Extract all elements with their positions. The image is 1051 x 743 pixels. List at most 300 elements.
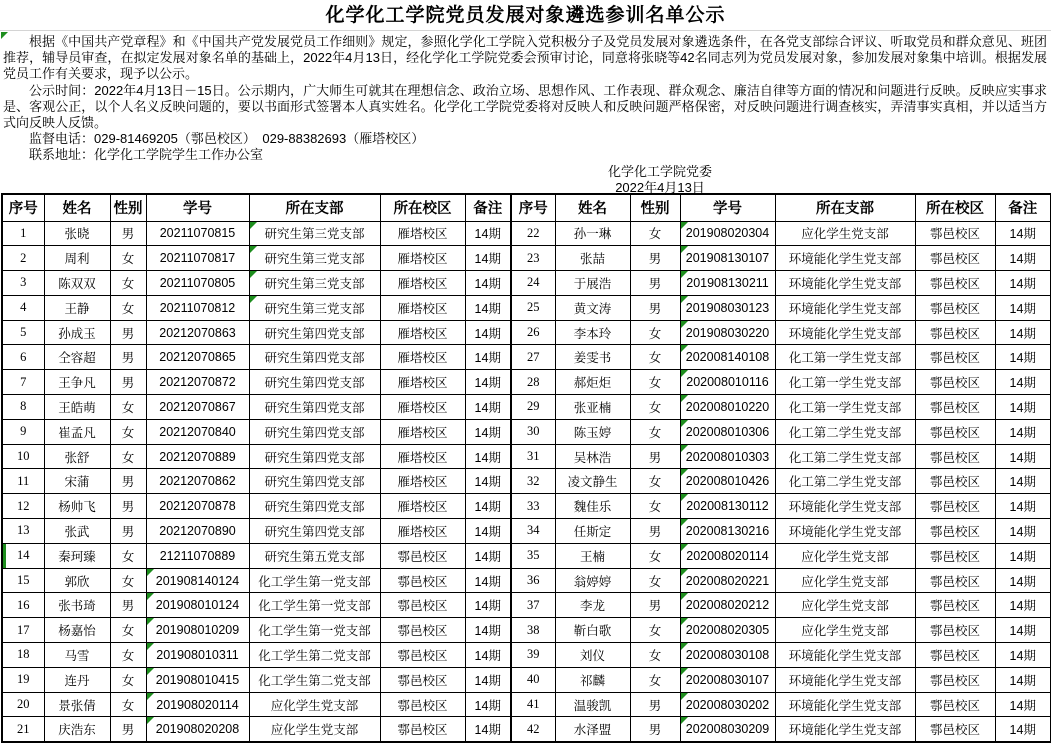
cell-name: 靳白歌	[555, 618, 630, 643]
cell-branch: 化工学生第二党支部	[249, 667, 380, 692]
cell-sid: 201908130211	[680, 271, 775, 296]
cell-no: 25	[511, 295, 555, 320]
cell-branch: 研究生第四党支部	[249, 419, 380, 444]
col-header-name-right: 姓名	[555, 194, 630, 221]
cell-sid: 202008030107	[680, 667, 775, 692]
cell-note: 14期	[465, 295, 511, 320]
cell-no: 27	[511, 345, 555, 370]
cell-no: 19	[2, 667, 44, 692]
cell-campus: 雁塔校区	[380, 469, 465, 494]
cell-sid: 201908020304	[680, 221, 775, 246]
cell-gender: 男	[110, 221, 146, 246]
cell-no: 14	[2, 543, 44, 568]
cell-sid: 202008020114	[680, 543, 775, 568]
cell-no: 31	[511, 444, 555, 469]
cell-note: 14期	[465, 494, 511, 519]
cell-name: 王争凡	[44, 370, 110, 395]
cell-campus: 鄠邑校区	[915, 543, 995, 568]
cell-name: 张喆	[555, 246, 630, 271]
cell-name: 祁麟	[555, 667, 630, 692]
cell-sid: 201908010311	[146, 643, 249, 668]
cell-gender: 女	[630, 643, 680, 668]
cell-sid: 20212070872	[146, 370, 249, 395]
cell-name: 秦珂臻	[44, 543, 110, 568]
cell-note: 14期	[465, 419, 511, 444]
cell-branch: 应化学生党支部	[249, 717, 380, 742]
table-row	[2, 692, 1051, 717]
cell-sid: 20211070817	[146, 246, 249, 271]
cell-gender: 女	[630, 370, 680, 395]
cell-note: 14期	[465, 444, 511, 469]
cell-name: 仝容超	[44, 345, 110, 370]
cell-name: 翁婷婷	[555, 568, 630, 593]
cell-campus: 雁塔校区	[380, 519, 465, 544]
cell-gender: 女	[630, 320, 680, 345]
table-row	[2, 320, 1051, 345]
table-row	[2, 246, 1051, 271]
cell-branch: 环境能化学生党支部	[775, 692, 915, 717]
col-header-branch-right: 所在支部	[775, 194, 915, 221]
table-row	[2, 667, 1051, 692]
col-header-name-left: 姓名	[44, 194, 110, 221]
cell-branch: 研究生第四党支部	[249, 444, 380, 469]
cell-campus: 鄠邑校区	[380, 692, 465, 717]
cell-campus: 鄠邑校区	[915, 692, 995, 717]
cell-branch: 化工第二学生党支部	[775, 419, 915, 444]
cell-campus: 鄠邑校区	[915, 444, 995, 469]
cell-no: 9	[2, 419, 44, 444]
cell-branch: 化工学生第一党支部	[249, 568, 380, 593]
cell-campus: 鄠邑校区	[915, 345, 995, 370]
cell-campus: 雁塔校区	[380, 444, 465, 469]
cell-no: 22	[511, 221, 555, 246]
cell-note: 14期	[995, 667, 1051, 692]
cell-sid: 20211070812	[146, 295, 249, 320]
cell-branch: 化工第二学生党支部	[775, 444, 915, 469]
roster-body	[2, 221, 1051, 742]
cell-campus: 鄠邑校区	[380, 618, 465, 643]
cell-sid: 202008020305	[680, 618, 775, 643]
cell-branch: 化工学生第一党支部	[249, 618, 380, 643]
cell-name: 李龙	[555, 593, 630, 618]
cell-branch: 应化学生党支部	[775, 568, 915, 593]
cell-gender: 女	[630, 395, 680, 420]
cell-campus: 雁塔校区	[380, 419, 465, 444]
cell-gender: 男	[630, 593, 680, 618]
cell-gender: 女	[630, 543, 680, 568]
cell-gender: 女	[110, 543, 146, 568]
cell-note: 14期	[995, 568, 1051, 593]
cell-note: 14期	[995, 593, 1051, 618]
cell-name: 魏佳乐	[555, 494, 630, 519]
cell-name: 王皓萌	[44, 395, 110, 420]
cell-no: 6	[2, 345, 44, 370]
cell-no: 40	[511, 667, 555, 692]
cell-gender: 女	[630, 667, 680, 692]
cell-name: 凌文静生	[555, 469, 630, 494]
cell-gender: 男	[630, 519, 680, 544]
cell-note: 14期	[465, 568, 511, 593]
table-row	[2, 618, 1051, 643]
cell-name: 杨帅飞	[44, 494, 110, 519]
table-row	[2, 469, 1051, 494]
cell-note: 14期	[995, 221, 1051, 246]
cell-campus: 鄠邑校区	[915, 395, 995, 420]
cell-branch: 应化学生党支部	[249, 692, 380, 717]
signature-org: 化学化工学院党委	[607, 163, 712, 179]
cell-note: 14期	[995, 543, 1051, 568]
cell-no: 38	[511, 618, 555, 643]
cell-sid: 20212070865	[146, 345, 249, 370]
table-row	[2, 295, 1051, 320]
cell-gender: 女	[630, 618, 680, 643]
cell-no: 4	[2, 295, 44, 320]
cell-campus: 鄠邑校区	[915, 717, 995, 742]
cell-no: 28	[511, 370, 555, 395]
cell-branch: 环境能化学生党支部	[775, 643, 915, 668]
col-header-campus-right: 所在校区	[915, 194, 995, 221]
col-header-sid-left: 学号	[146, 194, 249, 221]
cell-note: 14期	[465, 345, 511, 370]
table-row	[2, 717, 1051, 742]
cell-campus: 鄠邑校区	[915, 618, 995, 643]
cell-no: 39	[511, 643, 555, 668]
notice-paragraph-basis: 根据《中国共产党章程》和《中国共产党发展党员工作细则》规定，参照化学化工学院入党积极分子及党员发展对象遴选条件，在各党支部综合评议、听取党员和群众意见、班团推荐，辅导员审查，在拟定发展对象名单的基础上，2022年4月13日，经化学化工学院党委会预审讨论，同意将张晓等42名同志列为党员发展对象，参加发展对象集中培训。根据发展党员工作有关要求，现予以公示。	[3, 34, 1047, 82]
cell-note: 14期	[995, 643, 1051, 668]
cell-gender: 女	[630, 469, 680, 494]
cell-no: 36	[511, 568, 555, 593]
cell-sid: 20212070863	[146, 320, 249, 345]
cell-sid: 202008030209	[680, 717, 775, 742]
cell-branch: 化工第一学生党支部	[775, 345, 915, 370]
cell-sid: 202008010306	[680, 419, 775, 444]
cell-sid: 202008010220	[680, 395, 775, 420]
cell-branch: 研究生第五党支部	[249, 543, 380, 568]
table-row	[2, 345, 1051, 370]
cell-campus: 鄠邑校区	[915, 419, 995, 444]
cell-no: 21	[2, 717, 44, 742]
notice-body	[0, 30, 1051, 193]
cell-note: 14期	[995, 246, 1051, 271]
cell-no: 10	[2, 444, 44, 469]
cell-name: 孙成玉	[44, 320, 110, 345]
cell-name: 张武	[44, 519, 110, 544]
cell-name: 张亚楠	[555, 395, 630, 420]
cell-sid: 20212070840	[146, 419, 249, 444]
cell-name: 郭欣	[44, 568, 110, 593]
cell-campus: 鄠邑校区	[915, 271, 995, 296]
cell-gender: 女	[110, 667, 146, 692]
cell-note: 14期	[995, 370, 1051, 395]
cell-note: 14期	[465, 543, 511, 568]
cell-branch: 研究生第四党支部	[249, 519, 380, 544]
cell-no: 29	[511, 395, 555, 420]
cell-sid: 201908020114	[146, 692, 249, 717]
cell-campus: 鄠邑校区	[915, 370, 995, 395]
cell-no: 33	[511, 494, 555, 519]
cell-sid: 202008130112	[680, 494, 775, 519]
cell-no: 16	[2, 593, 44, 618]
cell-branch: 研究生第四党支部	[249, 395, 380, 420]
cell-gender: 男	[110, 469, 146, 494]
cell-sid: 20211070805	[146, 271, 249, 296]
cell-note: 14期	[995, 320, 1051, 345]
notice-paragraph-period: 公示时间：2022年4月13日－15日。公示期内，广大师生可就其在理想信念、政治立场、思想作风、工作表现、群众观念、廉洁自律等方面的情况和问题进行反映。反映应实事求是、客观公正，以个人名义反映问题的，要以书面形式签署本人真实姓名。化学化工学院党委将对反映人和反映问题严格保密，对反映问题进行调查核实，弄清事实真相，并以适当方式向反映人反馈。	[3, 82, 1047, 131]
cell-note: 14期	[995, 419, 1051, 444]
cell-campus: 雁塔校区	[380, 271, 465, 296]
contact-address-line: 联系地址：化学化工学院学生工作办公室	[29, 147, 264, 163]
cell-campus: 鄠邑校区	[915, 221, 995, 246]
cell-note: 14期	[465, 271, 511, 296]
cell-no: 1	[2, 221, 44, 246]
cell-name: 张书琦	[44, 593, 110, 618]
cell-no: 24	[511, 271, 555, 296]
cell-branch: 应化学生党支部	[775, 543, 915, 568]
cell-note: 14期	[995, 494, 1051, 519]
cell-gender: 女	[110, 271, 146, 296]
cell-sid: 20212070890	[146, 519, 249, 544]
cell-campus: 雁塔校区	[380, 295, 465, 320]
cell-name: 王楠	[555, 543, 630, 568]
cell-sid: 201908010209	[146, 618, 249, 643]
table-row	[2, 370, 1051, 395]
cell-gender: 女	[630, 345, 680, 370]
cell-no: 3	[2, 271, 44, 296]
cell-name: 王静	[44, 295, 110, 320]
cell-note: 14期	[995, 271, 1051, 296]
cell-gender: 女	[110, 618, 146, 643]
cell-note: 14期	[465, 519, 511, 544]
cell-name: 刘仪	[555, 643, 630, 668]
cell-name: 于展浩	[555, 271, 630, 296]
page-title: 化学化工学院党员发展对象遴选参训名单公示	[325, 5, 726, 26]
cell-note: 14期	[995, 692, 1051, 717]
cell-note: 14期	[465, 593, 511, 618]
cell-note: 14期	[465, 395, 511, 420]
cell-branch: 研究生第三党支部	[249, 246, 380, 271]
cell-name: 周利	[44, 246, 110, 271]
cell-sid: 202008030202	[680, 692, 775, 717]
cell-gender: 男	[630, 692, 680, 717]
signature-block	[545, 164, 775, 196]
cell-gender: 男	[110, 717, 146, 742]
cell-gender: 女	[630, 221, 680, 246]
cell-campus: 雁塔校区	[380, 494, 465, 519]
cell-sid: 20212070862	[146, 469, 249, 494]
cell-campus: 鄠邑校区	[915, 568, 995, 593]
table-row	[2, 271, 1051, 296]
cell-note: 14期	[995, 618, 1051, 643]
cell-name: 马雪	[44, 643, 110, 668]
cell-sid: 20212070889	[146, 444, 249, 469]
cell-campus: 雁塔校区	[380, 395, 465, 420]
cell-branch: 研究生第四党支部	[249, 370, 380, 395]
cell-note: 14期	[995, 717, 1051, 742]
cell-branch: 环境能化学生党支部	[775, 667, 915, 692]
cell-campus: 鄠邑校区	[915, 494, 995, 519]
cell-gender: 男	[110, 320, 146, 345]
cell-campus: 雁塔校区	[380, 345, 465, 370]
cell-note: 14期	[465, 618, 511, 643]
cell-sid: 21211070889	[146, 543, 249, 568]
cell-sid: 201908020208	[146, 717, 249, 742]
cell-no: 37	[511, 593, 555, 618]
cell-gender: 女	[110, 692, 146, 717]
col-header-branch-left: 所在支部	[249, 194, 380, 221]
col-header-no-right: 序号	[511, 194, 555, 221]
cell-branch: 应化学生党支部	[775, 593, 915, 618]
cell-name: 景张倩	[44, 692, 110, 717]
cell-gender: 女	[630, 568, 680, 593]
table-row	[2, 519, 1051, 544]
table-row	[2, 395, 1051, 420]
cell-branch: 应化学生党支部	[775, 618, 915, 643]
cell-name: 任斯定	[555, 519, 630, 544]
cell-no: 30	[511, 419, 555, 444]
cell-branch: 研究生第三党支部	[249, 271, 380, 296]
cell-note: 14期	[465, 370, 511, 395]
cell-campus: 鄠邑校区	[380, 593, 465, 618]
cell-name: 张晓	[44, 221, 110, 246]
cell-note: 14期	[465, 692, 511, 717]
cell-no: 2	[2, 246, 44, 271]
cell-branch: 环境能化学生党支部	[775, 271, 915, 296]
cell-branch: 化工学生第一党支部	[249, 593, 380, 618]
cell-gender: 男	[630, 295, 680, 320]
cell-branch: 研究生第四党支部	[249, 320, 380, 345]
cell-branch: 研究生第四党支部	[249, 469, 380, 494]
cell-branch: 应化学生党支部	[775, 221, 915, 246]
cell-note: 14期	[465, 320, 511, 345]
col-header-note-left: 备注	[465, 194, 511, 221]
cell-gender: 女	[110, 568, 146, 593]
cell-sid: 201908010415	[146, 667, 249, 692]
cell-branch: 化工第一学生党支部	[775, 395, 915, 420]
cell-branch: 环境能化学生党支部	[775, 717, 915, 742]
table-row	[2, 643, 1051, 668]
cell-campus: 鄠邑校区	[915, 469, 995, 494]
cell-name: 黄文涛	[555, 295, 630, 320]
cell-name: 温骏凯	[555, 692, 630, 717]
cell-sid: 201908130107	[680, 246, 775, 271]
cell-note: 14期	[995, 519, 1051, 544]
cell-no: 35	[511, 543, 555, 568]
cell-sid: 202008010426	[680, 469, 775, 494]
cell-branch: 环境能化学生党支部	[775, 320, 915, 345]
cell-sid: 202008020212	[680, 593, 775, 618]
cell-sid: 201908030220	[680, 320, 775, 345]
cell-name: 庆浩东	[44, 717, 110, 742]
signature-date: 2022年4月13日	[615, 179, 705, 195]
cell-gender: 女	[110, 395, 146, 420]
cell-branch: 研究生第三党支部	[249, 221, 380, 246]
cell-sid: 202008030108	[680, 643, 775, 668]
cell-campus: 鄠邑校区	[380, 643, 465, 668]
col-header-campus-left: 所在校区	[380, 194, 465, 221]
cell-name: 张舒	[44, 444, 110, 469]
cell-gender: 男	[630, 717, 680, 742]
cell-note: 14期	[465, 246, 511, 271]
cell-branch: 化工第二学生党支部	[775, 469, 915, 494]
cell-gender: 男	[110, 593, 146, 618]
cell-gender: 男	[110, 345, 146, 370]
cell-sid: 20211070815	[146, 221, 249, 246]
cell-no: 13	[2, 519, 44, 544]
cell-note: 14期	[465, 717, 511, 742]
cell-gender: 女	[110, 295, 146, 320]
cell-name: 杨嘉怡	[44, 618, 110, 643]
cell-name: 郝炬炬	[555, 370, 630, 395]
col-header-no-left: 序号	[2, 194, 44, 221]
cell-no: 41	[511, 692, 555, 717]
cell-gender: 女	[110, 246, 146, 271]
cell-name: 崔孟凡	[44, 419, 110, 444]
cell-sid: 201908010124	[146, 593, 249, 618]
cell-no: 17	[2, 618, 44, 643]
cell-campus: 鄠邑校区	[915, 643, 995, 668]
cell-no: 42	[511, 717, 555, 742]
cell-campus: 鄠邑校区	[915, 246, 995, 271]
cell-note: 14期	[465, 221, 511, 246]
cell-note: 14期	[995, 345, 1051, 370]
cell-note: 14期	[465, 667, 511, 692]
cell-branch: 研究生第四党支部	[249, 345, 380, 370]
cell-name: 陈双双	[44, 271, 110, 296]
cell-campus: 鄠邑校区	[380, 568, 465, 593]
cell-sid: 202008130216	[680, 519, 775, 544]
cell-campus: 鄠邑校区	[915, 593, 995, 618]
cell-note: 14期	[995, 395, 1051, 420]
roster-header	[2, 194, 1051, 221]
cell-no: 20	[2, 692, 44, 717]
cell-no: 34	[511, 519, 555, 544]
cell-gender: 男	[630, 271, 680, 296]
cell-note: 14期	[995, 444, 1051, 469]
table-row	[2, 419, 1051, 444]
cell-campus: 鄠邑校区	[915, 320, 995, 345]
header-row	[2, 194, 1051, 221]
cell-branch: 化工学生第二党支部	[249, 643, 380, 668]
table-row	[2, 444, 1051, 469]
cell-no: 23	[511, 246, 555, 271]
cell-gender: 女	[110, 643, 146, 668]
supervision-phone-line: 监督电话：029-81469205（鄠邑校区） 029-88382693（雁塔校区）	[29, 131, 425, 147]
cell-no: 12	[2, 494, 44, 519]
cell-note: 14期	[995, 295, 1051, 320]
cell-campus: 鄠邑校区	[380, 667, 465, 692]
col-header-sid-right: 学号	[680, 194, 775, 221]
table-row	[2, 543, 1051, 568]
cell-no: 5	[2, 320, 44, 345]
cell-name: 吴林浩	[555, 444, 630, 469]
cell-gender: 男	[110, 494, 146, 519]
cell-campus: 鄠邑校区	[380, 717, 465, 742]
cell-branch: 化工第一学生党支部	[775, 370, 915, 395]
roster-table	[1, 193, 1051, 743]
cell-no: 11	[2, 469, 44, 494]
cell-sid: 20212070867	[146, 395, 249, 420]
cell-sid: 202008010303	[680, 444, 775, 469]
table-row	[2, 593, 1051, 618]
cell-no: 26	[511, 320, 555, 345]
col-header-gender-left: 性别	[110, 194, 146, 221]
cell-gender: 女	[110, 419, 146, 444]
cell-campus: 鄠邑校区	[915, 295, 995, 320]
cell-sid: 202008140108	[680, 345, 775, 370]
cell-name: 姜雯书	[555, 345, 630, 370]
cell-campus: 雁塔校区	[380, 320, 465, 345]
cell-gender: 女	[630, 494, 680, 519]
